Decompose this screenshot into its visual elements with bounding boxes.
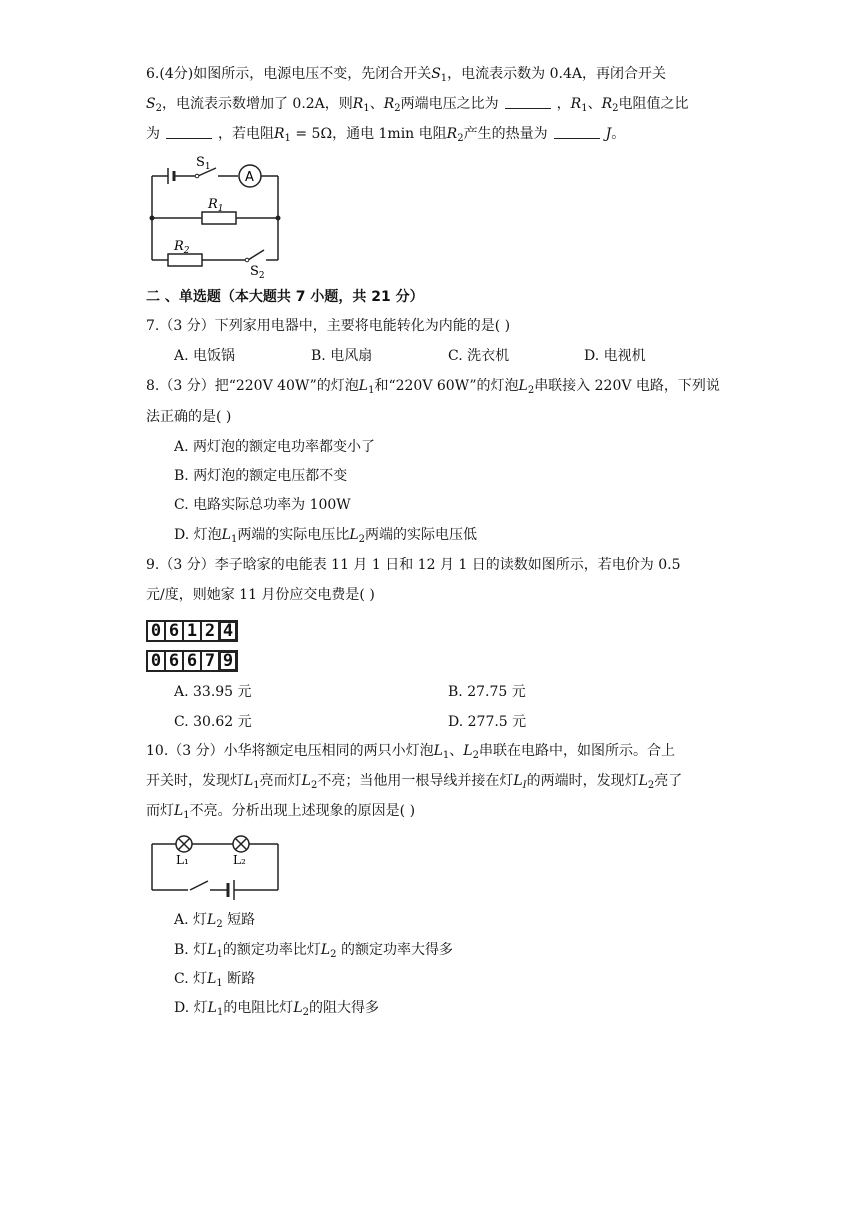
section-title: 二 、单选题（本大题共 7 小题，共 21 分） [146, 289, 424, 305]
answer-blank[interactable] [505, 96, 551, 109]
q8-line1: 8.（3 分）把“220V 40W”的灯泡$L_1$和“220V 60W”的灯泡$L_2$串联接入 220V 电路，下列说 [146, 378, 720, 396]
meter-digit: 6 [164, 650, 184, 672]
meter-digit: 6 [164, 620, 184, 642]
meter-digit: 2 [200, 620, 220, 642]
q10-option-b[interactable]: B. 灯$L_1$的额定功率比灯$L_2$ 的额定功率大得多 [174, 942, 453, 960]
q10-option-a[interactable]: A. 灯$L_2$ 短路 [174, 912, 256, 930]
q9-option-c[interactable]: C. 30.62 元 [174, 714, 252, 730]
q9-option-b[interactable]: B. 27.75 元 [448, 684, 526, 700]
meter-reading-dec [146, 650, 236, 672]
lamp-l1-label: L₁ [176, 853, 189, 867]
r2-label: $R_2$ [174, 239, 190, 256]
q10-option-d[interactable]: D. 灯$L_1$的电阻比灯$L_2$的阻大得多 [174, 1000, 379, 1018]
q8-line2: 法正确的是( ) [146, 409, 232, 425]
q8-option-b[interactable]: B. 两灯泡的额定电压都不变 [174, 468, 348, 484]
q8-option-a[interactable]: A. 两灯泡的额定电功率都变小了 [174, 439, 376, 455]
q9-option-d[interactable]: D. 277.5 元 [448, 714, 527, 730]
answer-blank[interactable] [166, 126, 212, 139]
q6-line1: 6.(4分)如图所示，电源电压不变，先闭合开关$S_1$，电流表示数为 0.4A，再闭合开关 [146, 66, 666, 84]
meter-digit: 1 [182, 620, 202, 642]
ammeter-label: A [245, 170, 254, 185]
q9-line1: 9.（3 分）李子晗家的电能表 11 月 1 日和 12 月 1 日的读数如图所示，若电价为 0.5 [146, 557, 681, 573]
q6-line2: $S_2$，电流表示数增加了 0.2A，则$R_1$、$R_2$两端电压之比为 ，$R_1$、$R_2$电阻值之比 [146, 96, 689, 114]
q9-line2: 元/度，则她家 11 月份应交电费是( ) [146, 587, 375, 603]
meter-digit: 7 [200, 650, 220, 672]
q10-line1: 10.（3 分）小华将额定电压相同的两只小灯泡$L_1$、$L_2$串联在电路中，如图所示。合上 [146, 743, 675, 761]
meter-digit-decimal: 4 [218, 620, 238, 642]
q10-line2: 开关时，发现灯$L_1$亮而灯$L_2$不亮；当他用一根导线并接在灯$L_I$的两端时，发现灯$L_2$亮了 [146, 773, 683, 791]
switch-s2-label: $S_2$ [250, 264, 265, 281]
meter-digit-decimal: 9 [218, 650, 238, 672]
r1-label: $R_1$ [208, 197, 224, 214]
q10-option-c[interactable]: C. 灯$L_1$ 断路 [174, 971, 256, 989]
meter-digit: 0 [146, 650, 166, 672]
q6-line3: 为 ，若电阻$R_1 = 5\Omega$，通电 1min 电阻$R_2$产生的热量为 J。 [146, 126, 626, 144]
answer-blank[interactable] [554, 126, 600, 139]
lamp-l2-label: L₂ [233, 853, 246, 867]
meter-reading-nov [146, 620, 236, 642]
q8-option-d[interactable]: D. 灯泡$L_1$两端的实际电压比$L_2$两端的实际电压低 [174, 527, 477, 545]
q7-option-a[interactable]: A. 电饭锅 [174, 348, 236, 364]
q8-option-c[interactable]: C. 电路实际总功率为 100W [174, 497, 351, 513]
switch-s1-label: $S_1$ [196, 155, 211, 172]
meter-digit: 6 [182, 650, 202, 672]
q10-line3: 而灯$L_1$不亮。分析出现上述现象的原因是( ) [146, 803, 416, 821]
meter-digit: 0 [146, 620, 166, 642]
q7-option-b[interactable]: B. 电风扇 [311, 348, 373, 364]
q7-option-c[interactable]: C. 洗衣机 [448, 348, 510, 364]
q7-stem: 7.（3 分）下列家用电器中，主要将电能转化为内能的是( ) [146, 318, 511, 334]
q6-circuit-diagram [146, 150, 286, 281]
q7-option-d[interactable]: D. 电视机 [584, 348, 646, 364]
q9-option-a[interactable]: A. 33.95 元 [174, 684, 252, 700]
q10-circuit-diagram [146, 832, 286, 896]
